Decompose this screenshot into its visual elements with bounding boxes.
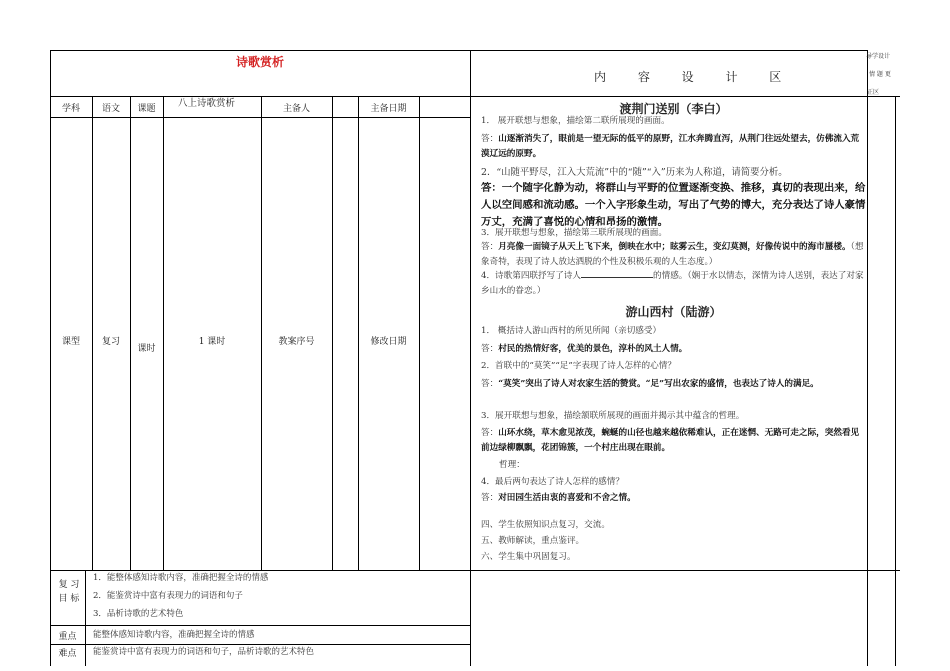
poem2-a2-text: “莫笑”突出了诗人对农家生活的赞赏。“足”写出农家的盛情，也表达了诗人的满足。 (498, 379, 819, 389)
key-point-label: 重点 (58, 631, 77, 642)
poem1-q3: 3．展开联想与想象，描绘第三联所展现的画面。 (481, 228, 667, 238)
goals-label: 复 习 目 标 (58, 580, 80, 604)
right-header: 内 容 设 计 区 (594, 70, 796, 84)
poem1-q1: 1． 展开联想与想象，描绘第二联所展现的画面。 (481, 116, 670, 126)
subject-value: 语文 (101, 103, 120, 114)
poem2-a4-text: 对田园生活由衷的喜爱和不舍之情。 (498, 493, 636, 503)
poem2-q2: 2．首联中的“莫笑”“足”字表现了诗人怎样的心情？ (481, 361, 676, 371)
key-point-text: 能整体感知诗歌内容，准确把握全诗的情感 (93, 630, 255, 640)
poem2-title: 游山西村（陆游） (625, 305, 722, 319)
difficulty-text: 能鉴赏诗中富有表现力的词语和句子，品析诗歌的艺术特色 (93, 647, 315, 657)
poem2-philosophy: 哲理： (499, 460, 525, 470)
poem1-a3-label: 答： (481, 242, 499, 252)
poem2-a2-label: 答： (481, 379, 499, 389)
poem2-a1-label: 答： (481, 344, 499, 354)
subject-label: 学科 (61, 103, 80, 114)
step-item: 六、学生集中巩固复习。 (481, 552, 576, 562)
planner-value (332, 97, 358, 117)
poem2-a3-label: 答： (481, 428, 499, 438)
hours-value: 1 课时 (198, 336, 226, 347)
poem2-q4: 4．最后两句表达了诗人怎样的感情？ (481, 477, 624, 487)
poem2-q1: 1． 概括诗人游山西村的所见所闻（亲切感受） (481, 326, 662, 336)
poem2-a4 (481, 491, 866, 506)
step-item: 五、教师解读，重点鉴评。 (481, 536, 585, 546)
poem1-q4-post: 的情感。（娴于水以情态，深情为诗人送别，表达了对家乡山水的眷恋。） (481, 271, 864, 296)
revise-date-label: 修改日期 (370, 336, 407, 347)
poem1-a3-note: （想象奇特，表现了诗人放达洒脱的个性及积极乐观的人生态度。） (481, 242, 864, 267)
poem1-a1 (481, 132, 866, 162)
topic-label: 课题 (137, 103, 156, 114)
date-value (419, 97, 470, 117)
poem1-q4-blank (581, 268, 653, 278)
poem2-q3: 3．展开联想与想象，描绘颔联所展现的画面并揭示其中蕴含的哲理。 (481, 411, 745, 421)
hours-label: 课时 (137, 343, 156, 354)
poem2-a1 (481, 342, 866, 357)
type-label: 课型 (61, 336, 80, 347)
goal-item: 1．能整体感知诗歌内容，准确把握全诗的情感 (93, 573, 269, 583)
poem1-title: 渡荆门送别（李白） (619, 102, 728, 116)
planner-label: 主备人 (282, 103, 310, 114)
poem1-q4 (481, 268, 866, 299)
poem2-a1-text: 村民的热情好客，优美的景色，淳朴的风土人情。 (498, 344, 688, 354)
goal-item: 3．品析诗歌的艺术特色 (93, 609, 184, 619)
poem2-a4-label: 答： (481, 493, 499, 503)
side-note-3: 正区 (867, 89, 880, 96)
side-note-1: 导学设计 (866, 53, 891, 60)
page-title: 诗歌赏析 (236, 55, 285, 69)
poem1-a3-text: 月亮像一面镜子从天上飞下来，倒映在水中；眩雾云生，变幻莫测，好像传说中的海市蜃楼。 (498, 242, 851, 252)
poem2-a3-text: 山环水绕，草木愈见浓茂，蜿蜒的山径也越来越依稀难认，正在迷惘、无路可走之际，突然看见前边绿柳飘飘，花团锦簇，一个村庄出现在眼前。 (481, 428, 860, 453)
plan-no-label: 教案序号 (278, 336, 315, 347)
date-label: 主备日期 (370, 103, 407, 114)
side-note-2: 情 题 更 (869, 71, 891, 78)
poem1-a1-text: 山逐渐消失了，眼前是一望无际的低平的原野，江水奔腾直泻，从荆门往远处望去，仿佛流入荒漠辽远的原野。 (481, 134, 860, 159)
step-item: 四、学生依照知识点复习，交流。 (481, 520, 610, 530)
poem1-q2: 2．“山随平野尽，江入大荒流”中的“随”“入”历来为人称道，请简要分析。 (481, 167, 788, 178)
difficulty-label: 难点 (58, 649, 77, 659)
poem1-q4-pre: 4．诗歌第四联抒写了诗人 (481, 271, 581, 281)
poem1-a1-label: 答： (481, 134, 499, 144)
poem2-a3 (481, 426, 866, 456)
poem2-a2 (481, 376, 866, 392)
type-value: 复习 (101, 336, 120, 347)
goal-item: 2．能鉴赏诗中富有表现力的词语和句子 (93, 591, 243, 601)
topic-value: 八上诗歌赏析 (178, 98, 236, 109)
poem1-a3 (481, 240, 866, 270)
poem1-a2: 答：一个随字化静为动，将群山与平野的位置逐渐变换、推移，真切的表现出来，给人以空间感和流动感。一个入字形象生动，写出了气势的博大，充分表达了诗人豪情万丈，充满了喜悦的心情和昂扬的激情。 (481, 182, 866, 228)
